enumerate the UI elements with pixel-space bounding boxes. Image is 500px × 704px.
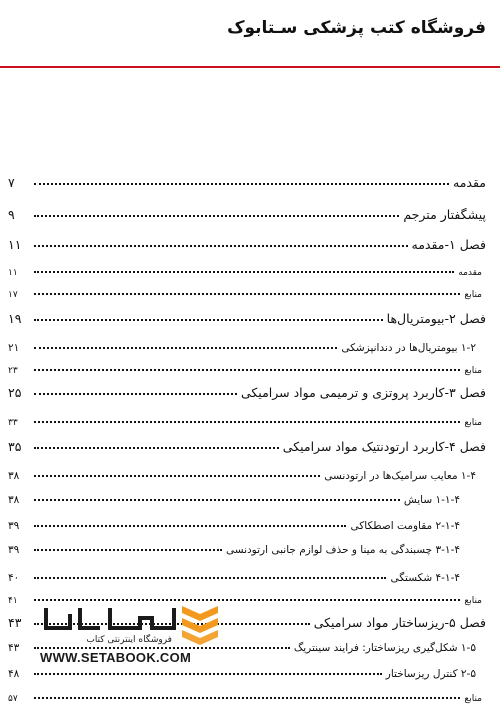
- toc-entry-page-number: ۴۸: [8, 668, 20, 680]
- toc-entry-label: ۲-۵ کنترل ریزساختار: [385, 668, 476, 680]
- toc-entry: [8, 406, 486, 428]
- toc-entry-label: منابع: [464, 366, 482, 376]
- toc-entry-label: فصل ۵-ریزساختار مواد سرامیکی: [313, 615, 486, 630]
- toc-entry-page-number: ۷: [8, 175, 15, 190]
- toc-entry: [8, 378, 486, 400]
- toc-entry: [8, 354, 486, 376]
- svg-text:فروشگاه اینترنتی کتاب: فروشگاه اینترنتی کتاب: [86, 635, 172, 645]
- toc-leader-dots: [34, 447, 279, 449]
- toc-entry-page-number: ۳۵: [8, 439, 22, 454]
- toc-leader-dots: [34, 215, 399, 217]
- toc-entry-label: ۴-۱-۴ شکستگی: [390, 572, 460, 584]
- toc-entry-label: ۱-۱-۴ سایش: [403, 494, 460, 506]
- toc-entry-label: منابع: [464, 418, 482, 428]
- toc-entry-label: ۳-۱-۴ چسبندگی به مینا و حذف لوازم جانبی ارتودنسی: [225, 544, 460, 556]
- toc-entry: [8, 230, 486, 252]
- toc-entry: [8, 484, 486, 506]
- header-rule: [0, 66, 500, 68]
- toc-entry: [8, 510, 486, 532]
- toc-leader-dots: [34, 673, 382, 675]
- setabook-logo-icon: [40, 600, 220, 645]
- toc-entry-page-number: ۳۳: [8, 418, 18, 428]
- toc-entry-label: مقدمه: [458, 268, 482, 278]
- toc-entry-page-number: ۱۱: [8, 237, 22, 252]
- header-title: فروشگاه کتب پزشکی سـتابوک: [227, 18, 486, 38]
- toc-entry-label: پیشگفتار مترجم: [403, 207, 486, 222]
- toc-leader-dots: [34, 183, 449, 185]
- toc-entry: [8, 200, 486, 222]
- toc-entry-label: منابع: [464, 290, 482, 300]
- toc-entry-label: منابع: [464, 694, 482, 704]
- toc-entry: [8, 332, 486, 354]
- toc-entry-page-number: ۲۵: [8, 385, 22, 400]
- toc-entry-label: فصل ۱-مقدمه: [411, 237, 486, 252]
- toc-leader-dots: [34, 293, 460, 295]
- toc-entry-page-number: ۳۸: [8, 470, 20, 482]
- toc-entry-page-number: ۳۹: [8, 520, 20, 532]
- toc-entry-page-number: ۹: [8, 207, 15, 222]
- toc-leader-dots: [34, 475, 320, 477]
- toc-leader-dots: [34, 271, 454, 273]
- toc-entry-page-number: ۳۹: [8, 544, 20, 556]
- toc-entry-label: ۲-۱-۴ مقاومت اصطکاکی: [350, 520, 460, 532]
- toc-leader-dots: [34, 499, 400, 501]
- toc-leader-dots: [34, 421, 460, 423]
- toc-entry-label: ۱-۴ معایب سرامیک‌ها در ارتودنسی: [324, 470, 476, 482]
- toc-entry-page-number: ۴۱: [8, 596, 18, 606]
- toc-entry-label: منابع: [464, 596, 482, 606]
- toc-entry-page-number: ۲۳: [8, 366, 18, 376]
- toc-entry-label: مقدمه: [453, 175, 486, 190]
- toc-leader-dots: [34, 393, 237, 395]
- toc-leader-dots: [34, 319, 383, 321]
- setabook-watermark: [40, 600, 220, 670]
- toc-entry: [8, 168, 486, 190]
- toc-entry-page-number: ۱۹: [8, 311, 22, 326]
- toc-leader-dots: [34, 697, 460, 699]
- toc-entry-page-number: ۴۰: [8, 572, 20, 584]
- toc-entry-page-number: ۵۷: [8, 694, 18, 704]
- toc-entry-label: ۱-۵ شکل‌گیری ریزساختار: فرایند سینتریگ: [293, 642, 476, 654]
- setabook-url: WWW.SETABOOK.COM: [40, 650, 192, 665]
- toc-entry-page-number: ۴۳: [8, 642, 20, 654]
- toc-entry-label: ۱-۲ بیومتریال‌ها در دندانپزشکی: [341, 342, 476, 354]
- toc-entry: [8, 432, 486, 454]
- toc-entry-page-number: ۲۱: [8, 342, 20, 354]
- toc-entry-page-number: ۱۷: [8, 290, 18, 300]
- toc-entry: [8, 460, 486, 482]
- toc-leader-dots: [34, 577, 386, 579]
- toc-entry: [8, 304, 486, 326]
- toc-entry: [8, 682, 486, 704]
- toc-entry-label: فصل ۴-کاربرد ارتودنتیک مواد سرامیکی: [282, 439, 486, 454]
- toc-entry: [8, 534, 486, 556]
- toc-entry: [8, 278, 486, 300]
- page-header: [0, 0, 500, 68]
- toc-leader-dots: [34, 347, 337, 349]
- toc-leader-dots: [34, 245, 408, 247]
- toc-leader-dots: [34, 549, 222, 551]
- toc-entry: [8, 256, 486, 278]
- toc-entry-page-number: ۳۸: [8, 494, 20, 506]
- toc-entry: [8, 562, 486, 584]
- toc-leader-dots: [34, 525, 346, 527]
- toc-entry-label: فصل ۲-بیومتریال‌ها: [386, 311, 486, 326]
- toc-entry-page-number: ۱۱: [8, 268, 18, 278]
- toc-entry-label: فصل ۳-کاربرد پروتزی و ترمیمی مواد سرامیکی: [240, 385, 486, 400]
- toc-entry-page-number: ۴۳: [8, 615, 22, 630]
- toc-leader-dots: [34, 369, 460, 371]
